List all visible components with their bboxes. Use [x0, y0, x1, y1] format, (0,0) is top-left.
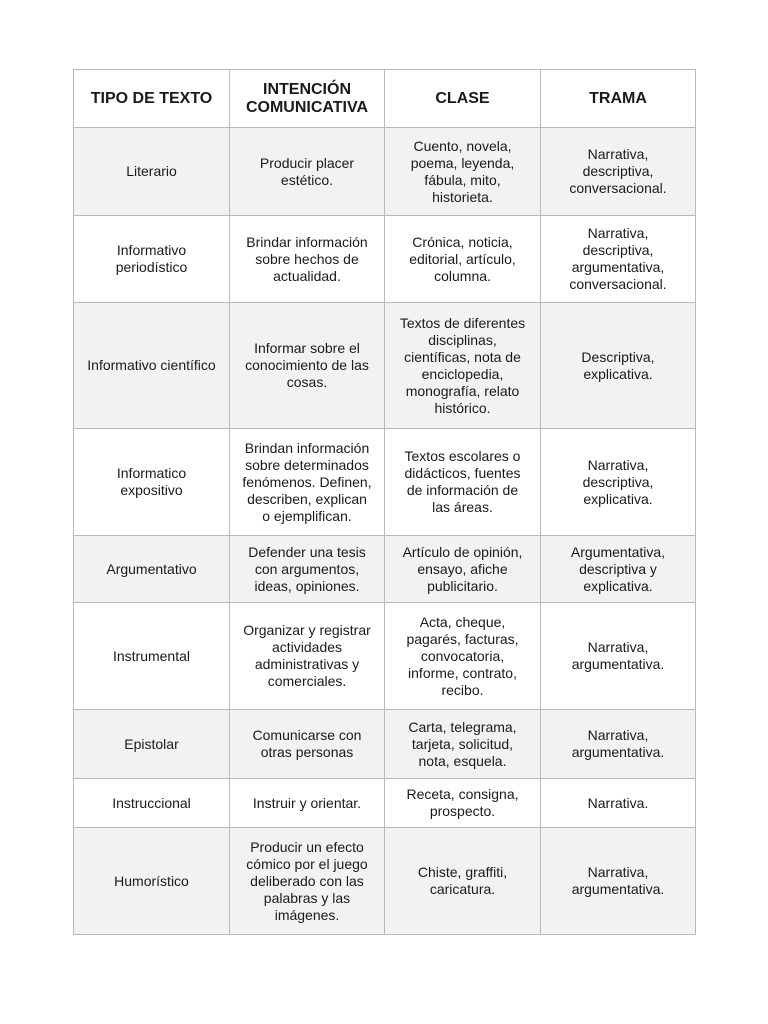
table-row — [74, 216, 696, 303]
table-row — [74, 779, 696, 828]
cell-trama: Narrativa, argumentativa. — [541, 603, 696, 710]
cell-clase: Acta, cheque, pagarés, facturas, convocatoria, informe, contrato, recibo. — [385, 603, 541, 710]
cell-clase: Crónica, noticia, editorial, artículo, columna. — [385, 216, 541, 303]
cell-tipo: Argumentativo — [74, 536, 230, 603]
cell-tipo: Informativo científico — [74, 303, 230, 429]
table-row — [74, 429, 696, 536]
cell-tipo: Humorístico — [74, 828, 230, 935]
table-row — [74, 710, 696, 779]
cell-intencion: Instruir y orientar. — [230, 779, 385, 828]
cell-clase: Receta, consigna, prospecto. — [385, 779, 541, 828]
table-header — [74, 70, 696, 128]
cell-trama: Argumentativa, descriptiva y explicativa. — [541, 536, 696, 603]
cell-trama: Narrativa, descriptiva, argumentativa, conversacional. — [541, 216, 696, 303]
cell-clase: Textos escolares o didácticos, fuentes de información de las áreas. — [385, 429, 541, 536]
header-intencion-comunicativa: INTENCIÓN COMUNICATIVA — [230, 70, 385, 128]
text-types-table — [73, 69, 696, 935]
cell-clase: Artículo de opinión, ensayo, afiche publicitario. — [385, 536, 541, 603]
header-tipo-de-texto: TIPO DE TEXTO — [74, 70, 230, 128]
cell-tipo: Informatico expositivo — [74, 429, 230, 536]
cell-clase: Carta, telegrama, tarjeta, solicitud, nota, esquela. — [385, 710, 541, 779]
cell-intencion: Organizar y registrar actividades administrativas y comerciales. — [230, 603, 385, 710]
cell-clase: Chiste, graffiti, caricatura. — [385, 828, 541, 935]
cell-clase: Cuento, novela, poema, leyenda, fábula, mito, historieta. — [385, 128, 541, 216]
cell-clase: Textos de diferentes disciplinas, científicas, nota de enciclopedia, monografía, relato histórico. — [385, 303, 541, 429]
table-row — [74, 603, 696, 710]
cell-tipo: Instruccional — [74, 779, 230, 828]
cell-intencion: Brindar información sobre hechos de actualidad. — [230, 216, 385, 303]
cell-trama: Narrativa, descriptiva, conversacional. — [541, 128, 696, 216]
cell-intencion: Brindan información sobre determinados fenómenos. Definen, describen, explican o ejemplifican. — [230, 429, 385, 536]
cell-trama: Narrativa. — [541, 779, 696, 828]
cell-trama: Narrativa, argumentativa. — [541, 710, 696, 779]
cell-tipo: Epistolar — [74, 710, 230, 779]
table-row — [74, 128, 696, 216]
table-row — [74, 303, 696, 429]
cell-intencion: Producir un efecto cómico por el juego deliberado con las palabras y las imágenes. — [230, 828, 385, 935]
cell-intencion: Defender una tesis con argumentos, ideas, opiniones. — [230, 536, 385, 603]
cell-trama: Narrativa, argumentativa. — [541, 828, 696, 935]
cell-tipo: Informativo periodístico — [74, 216, 230, 303]
header-row — [74, 70, 696, 128]
header-clase: CLASE — [385, 70, 541, 128]
cell-trama: Descriptiva, explicativa. — [541, 303, 696, 429]
table-row — [74, 828, 696, 935]
cell-intencion: Comunicarse con otras personas — [230, 710, 385, 779]
cell-tipo: Instrumental — [74, 603, 230, 710]
cell-intencion: Producir placer estético. — [230, 128, 385, 216]
cell-trama: Narrativa, descriptiva, explicativa. — [541, 429, 696, 536]
table-body — [74, 128, 696, 935]
header-trama: TRAMA — [541, 70, 696, 128]
cell-tipo: Literario — [74, 128, 230, 216]
table-row — [74, 536, 696, 603]
cell-intencion: Informar sobre el conocimiento de las cosas. — [230, 303, 385, 429]
